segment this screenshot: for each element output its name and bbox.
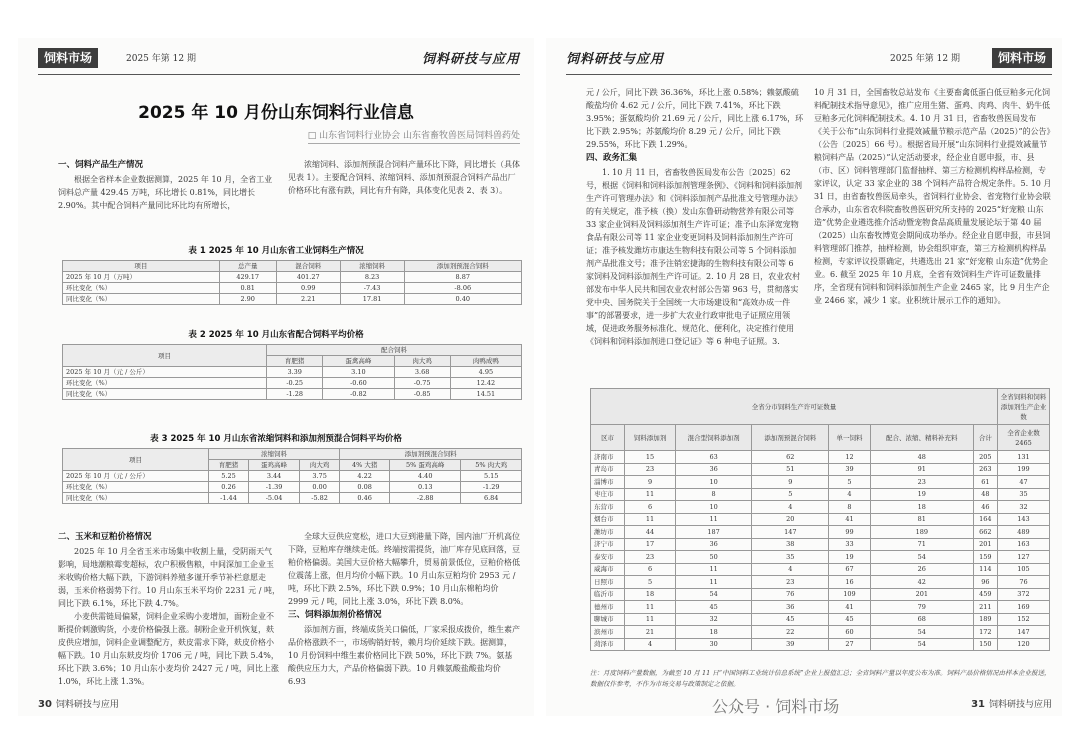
table-cell: 0.13 — [390, 482, 461, 493]
column-header: 区市 — [591, 425, 625, 451]
column-header: 项目 — [63, 261, 220, 272]
section-heading: 一、饲料产品生产情况 — [58, 160, 144, 170]
left-page — [18, 38, 534, 716]
row-label: 临沂市 — [591, 588, 625, 601]
table-cell: 6 — [625, 563, 675, 576]
table-cell: 68 — [870, 613, 973, 626]
table-cell: 5.15 — [461, 471, 522, 482]
page-number: 31 — [971, 699, 985, 710]
issue-number: 2025 年第 12 期 — [126, 54, 196, 64]
table-cell: 9 — [625, 476, 675, 489]
table-cell: 11 — [625, 513, 675, 526]
table2-item-header: 项目 — [63, 345, 267, 367]
table-cell: 35 — [752, 551, 829, 564]
table-cell: 26 — [870, 563, 973, 576]
table-cell: 3.44 — [249, 471, 300, 482]
table-row — [63, 367, 522, 378]
table-cell: 48 — [870, 451, 973, 464]
article-title: 2025 年 10 月份山东饲料行业信息 — [138, 103, 414, 123]
table-cell: -0.60 — [323, 378, 394, 389]
table-cell: 8.23 — [340, 272, 404, 283]
left-column-1 — [58, 158, 280, 238]
table-cell: 16 — [829, 576, 871, 589]
table-cell: 199 — [998, 463, 1050, 476]
table-cell: -0.75 — [394, 378, 450, 389]
right-page-header — [546, 48, 1062, 72]
table-cell: 105 — [998, 563, 1050, 576]
table-cell: 401.27 — [276, 272, 340, 283]
table-cell: 2.90 — [219, 294, 276, 305]
table-row — [63, 493, 522, 504]
table-cell: 79 — [870, 601, 973, 614]
issue-number: 2025 年第 12 期 — [890, 54, 960, 64]
table-cell: -5.82 — [300, 493, 340, 504]
column-header: 5% 肉大鸡 — [461, 460, 522, 471]
table2-group-header: 配合饲料 — [267, 345, 522, 356]
table-cell: 4.95 — [450, 367, 521, 378]
table-cell: 5 — [752, 488, 829, 501]
table-cell: 32 — [998, 501, 1050, 514]
table-cell: 17 — [625, 538, 675, 551]
table-cell: 14.51 — [450, 389, 521, 400]
column-header: 育肥猪 — [267, 356, 323, 367]
table-cell: 114 — [973, 563, 997, 576]
column-header: 混合饲料 — [276, 261, 340, 272]
left-page-header — [18, 48, 534, 72]
journal-brand: 饲料研技与应用 — [566, 52, 665, 67]
table-cell: 35 — [998, 488, 1050, 501]
paragraph: 1. 10 月 11 日，省畜牧兽医局发布公告〔2025〕62 号，根据《饲料和饲料添加剂管理条例》、《饲料和饲料添加剂生产许可管理办法》和《饲料添加剂产品批准文号管理办法》的有关规定，准予核（换）发山东鲁研动物营养有限公司等 33 家企业饲料及饲料添加剂生产许可证；准予山东泽宽宠物食品有限公司等 11 家企业变更饲料及饲料添加剂生产许可证；准予核发潍坊市康达生物科技有限公司等 5 个饲料添加剂产品批准文号；准予注销宏捷海的生物科技有限公司等 6 家饲料及饲料添加剂生产许可证。2. 10 月 28 日，农业农村部发布中华人民共和国农业农村部公告第 963 号，贯彻落实党中央、国务院关于全国统一大市场建设和“高效办成一件事”的部署要求，进一步扩大农业行政审批电子证照应用领域，促进政务服务标准化、规范化、便利化，决定推行使用《饲料和饲料添加剂进口登记证》等 6 种电子证照。3. — [586, 168, 802, 346]
table-cell: 11 — [625, 613, 675, 626]
table2-caption: 表 2 2025 年 10 月山东省配合饲料平均价格 — [188, 330, 364, 340]
table-cell: 9 — [752, 476, 829, 489]
table-cell: 8 — [829, 501, 871, 514]
column-header: 混合型饲料添加剂 — [675, 425, 752, 451]
left-column-3 — [58, 530, 280, 694]
table-cell: 169 — [998, 601, 1050, 614]
table-cell: 11 — [675, 513, 752, 526]
table-cell: 372 — [998, 588, 1050, 601]
table-row — [591, 488, 1050, 501]
table-cell: 12 — [829, 451, 871, 464]
table-cell: -1.44 — [208, 493, 248, 504]
table-cell: 0.99 — [276, 283, 340, 294]
table-cell: 18 — [675, 626, 752, 639]
table-cell: 459 — [973, 588, 997, 601]
row-label: 济宁市 — [591, 538, 625, 551]
table-cell: 99 — [829, 526, 871, 539]
table-cell: -7.43 — [340, 283, 404, 294]
paragraph: 10 月 31 日，全国畜牧总站发布《主要畜禽低蛋白低豆粕多元化饲料配制技术指导意见》，推广应用生猪、蛋鸡、肉鸡、肉牛、奶牛低豆粕多元化饲料配制技术。4. 10 月 31 日，省畜牧兽医局发布《关于公布“山东饲料行业提效减量节粮示范产品（2025）”的公告》（公告〔2025〕66 号）。根据省局开展“山东饲料行业提效减量节粮饲料产品（2025）”认定活动要求，经企业自愿申报，市、县（市、区）饲料管理部门监督抽样、第三方检测机构样品检测，专家评议，认定 33 家企业的 38 个饲料产品符合规定条件。5. 10 月 31 日，由省畜牧兽医局牵头，省饲料行业协会、省宠物行业协会联合承办，山东省农科院畜牧兽医研究所支持的 2025“好宠粮 山东造”优势企业遴选推介活动暨宠物食品高质量发展论坛于第 40 届（2025）山东畜牧博览会期间成功举办。经企业自愿申报，市县饲料管理部门推荐，抽样检测，协会组织审查，第三方检测机构样品检测，专家评议投票确定，共遴选出 21 家“好宠粮 山东造”优势企业。6. 截至 2025 年 10 月底，全省有效饲料生产许可证数量排序，全省现有饲料和饲料添加剂生产企业 2465 家，比 9 月生产企业 2466 家，减少 1 家。业积统计展示工作的通知》。 — [814, 88, 1052, 305]
table-cell: 263 — [973, 463, 997, 476]
column-header: 肉大鸡 — [300, 460, 340, 471]
table-cell: 662 — [973, 526, 997, 539]
column-header: 总产量 — [219, 261, 276, 272]
table-row — [63, 471, 522, 482]
table-cell: 19 — [870, 488, 973, 501]
table-cell: 3.10 — [323, 367, 394, 378]
right-footer — [971, 697, 1052, 710]
table-cell: 67 — [829, 563, 871, 576]
right-column-1 — [586, 86, 804, 382]
column-header: 肉大鸡 — [394, 356, 450, 367]
page-number: 30 — [38, 699, 52, 710]
table-cell: 76 — [752, 588, 829, 601]
table-cell: 120 — [998, 638, 1050, 651]
table-cell: -1.39 — [249, 482, 300, 493]
journal-brand: 饲料研技与应用 — [421, 52, 520, 67]
section-tag: 饲料市场 — [992, 48, 1052, 68]
table-row — [591, 626, 1050, 639]
table4-title: 全省分市饲料生产许可证数量 — [591, 389, 998, 425]
section-heading: 三、饲料添加剂价格情况 — [288, 610, 382, 620]
row-label: 威海市 — [591, 563, 625, 576]
section-heading: 四、政务汇集 — [586, 153, 638, 163]
paragraph: 2025 年 10 月全省玉米市场集中收割上量，受阴雨天气影响，局地潮粮霉变超标，农户积极售粮，中间深加工企业玉米收购价格大幅下跌，下游饲料养殖多谨开季节补栏意愿走弱，玉米价格弱势下行。10 月山东玉米平均价 2231 元 / 吨，同比下跌 6.1%，环比下跌 4.7%。 — [58, 547, 280, 608]
table-cell: -1.28 — [267, 389, 323, 400]
table-cell: 81 — [870, 513, 973, 526]
row-label: 泰安市 — [591, 551, 625, 564]
table-row — [591, 563, 1050, 576]
row-label: 环比变化（%） — [63, 378, 267, 389]
table-cell: 47 — [998, 476, 1050, 489]
table-row — [591, 513, 1050, 526]
table-cell: 3.39 — [267, 367, 323, 378]
table-cell: 10 — [675, 501, 752, 514]
table-cell: 63 — [675, 451, 752, 464]
column-header: 浓缩饲料 — [340, 261, 404, 272]
table-cell: 4 — [752, 501, 829, 514]
table-cell: 60 — [829, 626, 871, 639]
column-header: 配合、浓缩、精料补充料 — [870, 425, 973, 451]
column-header-label: 全省企业数 — [1007, 428, 1040, 437]
table-cell: 163 — [998, 538, 1050, 551]
paragraph: 浓缩饲料、添加剂预混合饲料产量环比下降，同比增长（具体见表 1）。主要配合饲料、浓缩饲料、添加剂预混合饲料产品出厂价格环比有涨有跌，同比有升有降，具体变化见表 2、表 3）。 — [288, 160, 520, 195]
table-cell: 41 — [829, 601, 871, 614]
table-cell: 23 — [625, 551, 675, 564]
table-row — [591, 526, 1050, 539]
table-cell: 189 — [870, 526, 973, 539]
row-label: 滨州市 — [591, 626, 625, 639]
table-row — [591, 613, 1050, 626]
column-header: 添加剂预混合饲料 — [404, 261, 521, 272]
section-heading: 二、玉米和豆粕价格情况 — [58, 532, 152, 542]
row-label: 聊城市 — [591, 613, 625, 626]
footer-label: 饲料研技与应用 — [988, 700, 1052, 710]
table-cell: 147 — [998, 626, 1050, 639]
paragraph: 全球大豆供应宽松，进口大豆到港量下降，国内油厂开机高位下降，豆粕库存继续走低。终端按需提货，油厂库存见底回落，豆粕价格偏弱。美国大豆价格大幅攀升，贸易前景低位，豆粕价格低位震荡上涨，但月均价小幅下跌。10 月山东豆粕均价 2953 元 / 吨，环比下跌 2.5%，环比下跌 0.9%；10 月山东棉粕均价 2999 元 / 吨，同比上涨 3.0%，环比下跌 8.0%。 — [288, 532, 520, 606]
row-label: 同比变化（%） — [63, 294, 220, 305]
column-header: 添加剂预混合饲料 — [752, 425, 829, 451]
table-row — [63, 272, 522, 283]
row-label: 环比变化（%） — [63, 283, 220, 294]
table-cell: 127 — [998, 551, 1050, 564]
table-cell: 27 — [829, 638, 871, 651]
table-cell: 12.42 — [450, 378, 521, 389]
table-cell: 0.81 — [219, 283, 276, 294]
row-label: 同比变化（%） — [63, 389, 267, 400]
table-cell: 17.81 — [340, 294, 404, 305]
table-cell: 10 — [675, 476, 752, 489]
article-author: □ 山东省饲料行业协会 山东省畜牧兽医局饲料兽药处 — [308, 128, 520, 144]
table-cell: 51 — [752, 463, 829, 476]
table-row — [591, 501, 1050, 514]
table-cell: 32 — [675, 613, 752, 626]
table-cell: 5 — [829, 476, 871, 489]
table-cell: -0.82 — [323, 389, 394, 400]
table-cell: 62 — [752, 451, 829, 464]
table-cell: -0.25 — [267, 378, 323, 389]
total-enterprises: 2465 — [1015, 438, 1032, 447]
table-cell: 36 — [675, 538, 752, 551]
row-label: 枣庄市 — [591, 488, 625, 501]
table-row — [591, 463, 1050, 476]
column-header: 5% 蛋鸡高峰 — [390, 460, 461, 471]
table-cell: 76 — [998, 576, 1050, 589]
table-cell: 50 — [675, 551, 752, 564]
table-cell: 109 — [829, 588, 871, 601]
table-cell: 4 — [829, 488, 871, 501]
table3-group2-header: 添加剂预混合饲料 — [340, 449, 522, 460]
column-header: 蛋鸡高峰 — [249, 460, 300, 471]
table4-side-title: 全省饲料和饲料添加剂生产企业数 — [998, 389, 1050, 425]
table-cell: 3.68 — [394, 367, 450, 378]
section-tag: 饲料市场 — [38, 48, 98, 68]
table-cell: 44 — [625, 526, 675, 539]
table-row — [591, 551, 1050, 564]
table-cell: 489 — [998, 526, 1050, 539]
table-cell: -2.88 — [390, 493, 461, 504]
table-cell: 147 — [752, 526, 829, 539]
table-cell: 189 — [973, 613, 997, 626]
table2 — [62, 344, 522, 400]
table-cell: -5.04 — [249, 493, 300, 504]
table-cell: 152 — [998, 613, 1050, 626]
table-cell: 18 — [625, 588, 675, 601]
table-cell: 21 — [625, 626, 675, 639]
table-cell: 205 — [973, 451, 997, 464]
right-page — [546, 38, 1062, 716]
table-cell: 2.21 — [276, 294, 340, 305]
table-cell: 11 — [675, 576, 752, 589]
row-label: 潍坊市 — [591, 526, 625, 539]
header-divider — [566, 74, 1052, 75]
table-cell: 4 — [625, 638, 675, 651]
table-cell: 5.25 — [208, 471, 248, 482]
table-cell: 48 — [973, 488, 997, 501]
table-cell: 11 — [625, 488, 675, 501]
left-column-2 — [288, 158, 520, 238]
table-cell: 30 — [675, 638, 752, 651]
table-cell: -1.29 — [461, 482, 522, 493]
table-cell: 46 — [973, 501, 997, 514]
table-cell: 159 — [973, 551, 997, 564]
row-label: 环比变化（%） — [63, 482, 209, 493]
table-cell: 91 — [870, 463, 973, 476]
table-cell: -8.06 — [404, 283, 521, 294]
table-row — [591, 601, 1050, 614]
table-row — [63, 389, 522, 400]
table-row — [591, 451, 1050, 464]
table-cell: 39 — [829, 463, 871, 476]
table-row — [591, 538, 1050, 551]
table3-group1-header: 浓缩饲料 — [208, 449, 339, 460]
table-cell: 54 — [870, 551, 973, 564]
column-header: 4% 大猪 — [340, 460, 390, 471]
right-column-2 — [814, 86, 1052, 382]
table-cell: 0.00 — [300, 482, 340, 493]
table-cell: 23 — [870, 476, 973, 489]
table-cell: 33 — [829, 538, 871, 551]
table-cell: 4.22 — [340, 471, 390, 482]
table-cell: 18 — [870, 501, 973, 514]
table-cell: 3.75 — [300, 471, 340, 482]
table-row — [591, 588, 1050, 601]
table-cell: 42 — [870, 576, 973, 589]
table-cell: 172 — [973, 626, 997, 639]
table-cell: 164 — [973, 513, 997, 526]
table-cell: 211 — [973, 601, 997, 614]
table-cell: 20 — [752, 513, 829, 526]
table-row — [591, 576, 1050, 589]
row-label: 同比变化（%） — [63, 493, 209, 504]
table-cell: 11 — [675, 563, 752, 576]
table-cell: 23 — [752, 576, 829, 589]
table-row — [63, 283, 522, 294]
table-cell: 15 — [625, 451, 675, 464]
table3-caption: 表 3 2025 年 10 月山东省浓缩饲料和添加剂预混合饲料平均价格 — [150, 434, 402, 444]
paragraph: 小麦供需链局偏紧，饲料企业采购小麦增加，面粉企业不断提价刺激购货，小麦价格偏强上涨。制粉企业开机恢复，麸皮供应增加，饲料企业调整配方，麸皮需求下降，麸皮价格小幅下跌。10 月山东麸皮均价 1706 元 / 吨，同比下跌 5.4%，环比下跌 3.6%；10 月山东小麦均价 2427 元 / 吨，同比上涨 1.0%，环比上涨 1.3%。 — [58, 612, 279, 686]
table-row — [63, 294, 522, 305]
table-cell: 6 — [625, 501, 675, 514]
table-cell: 22 — [752, 626, 829, 639]
row-label: 东营市 — [591, 501, 625, 514]
header-divider — [38, 74, 520, 75]
table-cell: 143 — [998, 513, 1050, 526]
table-cell: 45 — [675, 601, 752, 614]
table-row — [63, 378, 522, 389]
row-label: 2025 年 10 月（万吨） — [63, 272, 220, 283]
table3-item-header: 项目 — [63, 449, 209, 471]
table4 — [590, 388, 1050, 651]
row-label: 青岛市 — [591, 463, 625, 476]
row-label: 菏泽市 — [591, 638, 625, 651]
wechat-watermark: 公众号 · 饲料市场 — [712, 697, 840, 716]
table-cell: 38 — [752, 538, 829, 551]
column-header: 肉鸭成鸭 — [450, 356, 521, 367]
table-cell: 36 — [752, 601, 829, 614]
table-cell: 54 — [675, 588, 752, 601]
left-footer — [38, 697, 119, 710]
column-header: 蛋禽高峰 — [323, 356, 394, 367]
column-header — [998, 425, 1050, 451]
table-cell: 0.08 — [340, 482, 390, 493]
table-cell: 150 — [973, 638, 997, 651]
table-cell: 0.26 — [208, 482, 248, 493]
table3 — [62, 448, 522, 504]
table-cell: 45 — [752, 613, 829, 626]
paragraph: 添加剂方面，终端成货关口偏低，厂家采报成拨价，维生素产品价格涨跌不一，市场购销好转，赖月均价延续下跌。据测算，10 月份饲料中维生素价格同比下跌 50%，环比下跌 7%。氨基酸供应压力大，产品价格偏弱下跌。10 月赖氨酸盐酸盐均价 6.93 — [288, 625, 520, 686]
row-label: 德州市 — [591, 601, 625, 614]
table-cell: 19 — [829, 551, 871, 564]
row-label: 日照市 — [591, 576, 625, 589]
table-cell: -0.85 — [394, 389, 450, 400]
footer-label: 饲料研技与应用 — [55, 700, 119, 710]
table-cell: 54 — [870, 638, 973, 651]
table-cell: 6.84 — [461, 493, 522, 504]
table-cell: 23 — [625, 463, 675, 476]
table-cell: 4.40 — [390, 471, 461, 482]
table-cell: 201 — [973, 538, 997, 551]
row-label: 2025 年 10 月（元 / 公斤） — [63, 367, 267, 378]
table-cell: 4 — [752, 563, 829, 576]
table1-caption: 表 1 2025 年 10 月山东省工业饲料生产情况 — [188, 246, 364, 256]
table-cell: 36 — [675, 463, 752, 476]
table-row — [63, 482, 522, 493]
table-cell: 54 — [870, 626, 973, 639]
table-cell: 41 — [829, 513, 871, 526]
paragraph: 根据全省样本企业数据测算，2025 年 10 月，全省工业饲料总产量 429.45 万吨，环比增长 0.81%，同比增长 2.90%。其中配合饲料产量同比环比均有所增长， — [58, 175, 273, 210]
left-column-4 — [288, 530, 520, 694]
column-header: 饲料添加剂 — [625, 425, 675, 451]
table-cell: 131 — [998, 451, 1050, 464]
table-cell: 45 — [829, 613, 871, 626]
table-cell: 0.46 — [340, 493, 390, 504]
table-cell: 5 — [625, 576, 675, 589]
table-cell: 96 — [973, 576, 997, 589]
row-label: 济南市 — [591, 451, 625, 464]
table-cell: 39 — [752, 638, 829, 651]
table-cell: 0.40 — [404, 294, 521, 305]
column-header: 育肥猪 — [208, 460, 248, 471]
column-header: 合计 — [973, 425, 997, 451]
table-cell: 201 — [870, 588, 973, 601]
table-cell: 8 — [675, 488, 752, 501]
table-row — [591, 638, 1050, 651]
row-label: 烟台市 — [591, 513, 625, 526]
paragraph: 元 / 公斤，同比下跌 36.36%，环比上涨 0.58%；赖氨酸硫酸盐均价 4.62 元 / 公斤，同比下跌 7.41%，环比下跌 3.95%；蛋氨酸均价 21.69 元 / 公斤，同比上涨 6.17%，环比下跌 2.95%；苏氨酸均价 8.29 元 / 公斤，同比下跌 29.55%，环比下跌 1.29%。 — [586, 88, 804, 149]
table-cell: 8.87 — [404, 272, 521, 283]
row-label: 淄博市 — [591, 476, 625, 489]
table-cell: 61 — [973, 476, 997, 489]
table-cell: 187 — [675, 526, 752, 539]
table-cell: 429.17 — [219, 272, 276, 283]
table1 — [62, 260, 522, 305]
row-label: 2025 年 10 月（元 / 公斤） — [63, 471, 209, 482]
table-note: 注：月度饲料产量数据，为截至 10 月 11 日“中国饲料工业统计信息系统”企业上报值汇总；全省饲料产量以年度公布为准。饲料产品价格情况由样本企业报送，数据仅作参考，不作为市场交易与政策制定之依据。 — [590, 669, 1051, 688]
table-row — [591, 476, 1050, 489]
column-header: 单一饲料 — [829, 425, 871, 451]
table-cell: 71 — [870, 538, 973, 551]
table-cell: 11 — [625, 601, 675, 614]
